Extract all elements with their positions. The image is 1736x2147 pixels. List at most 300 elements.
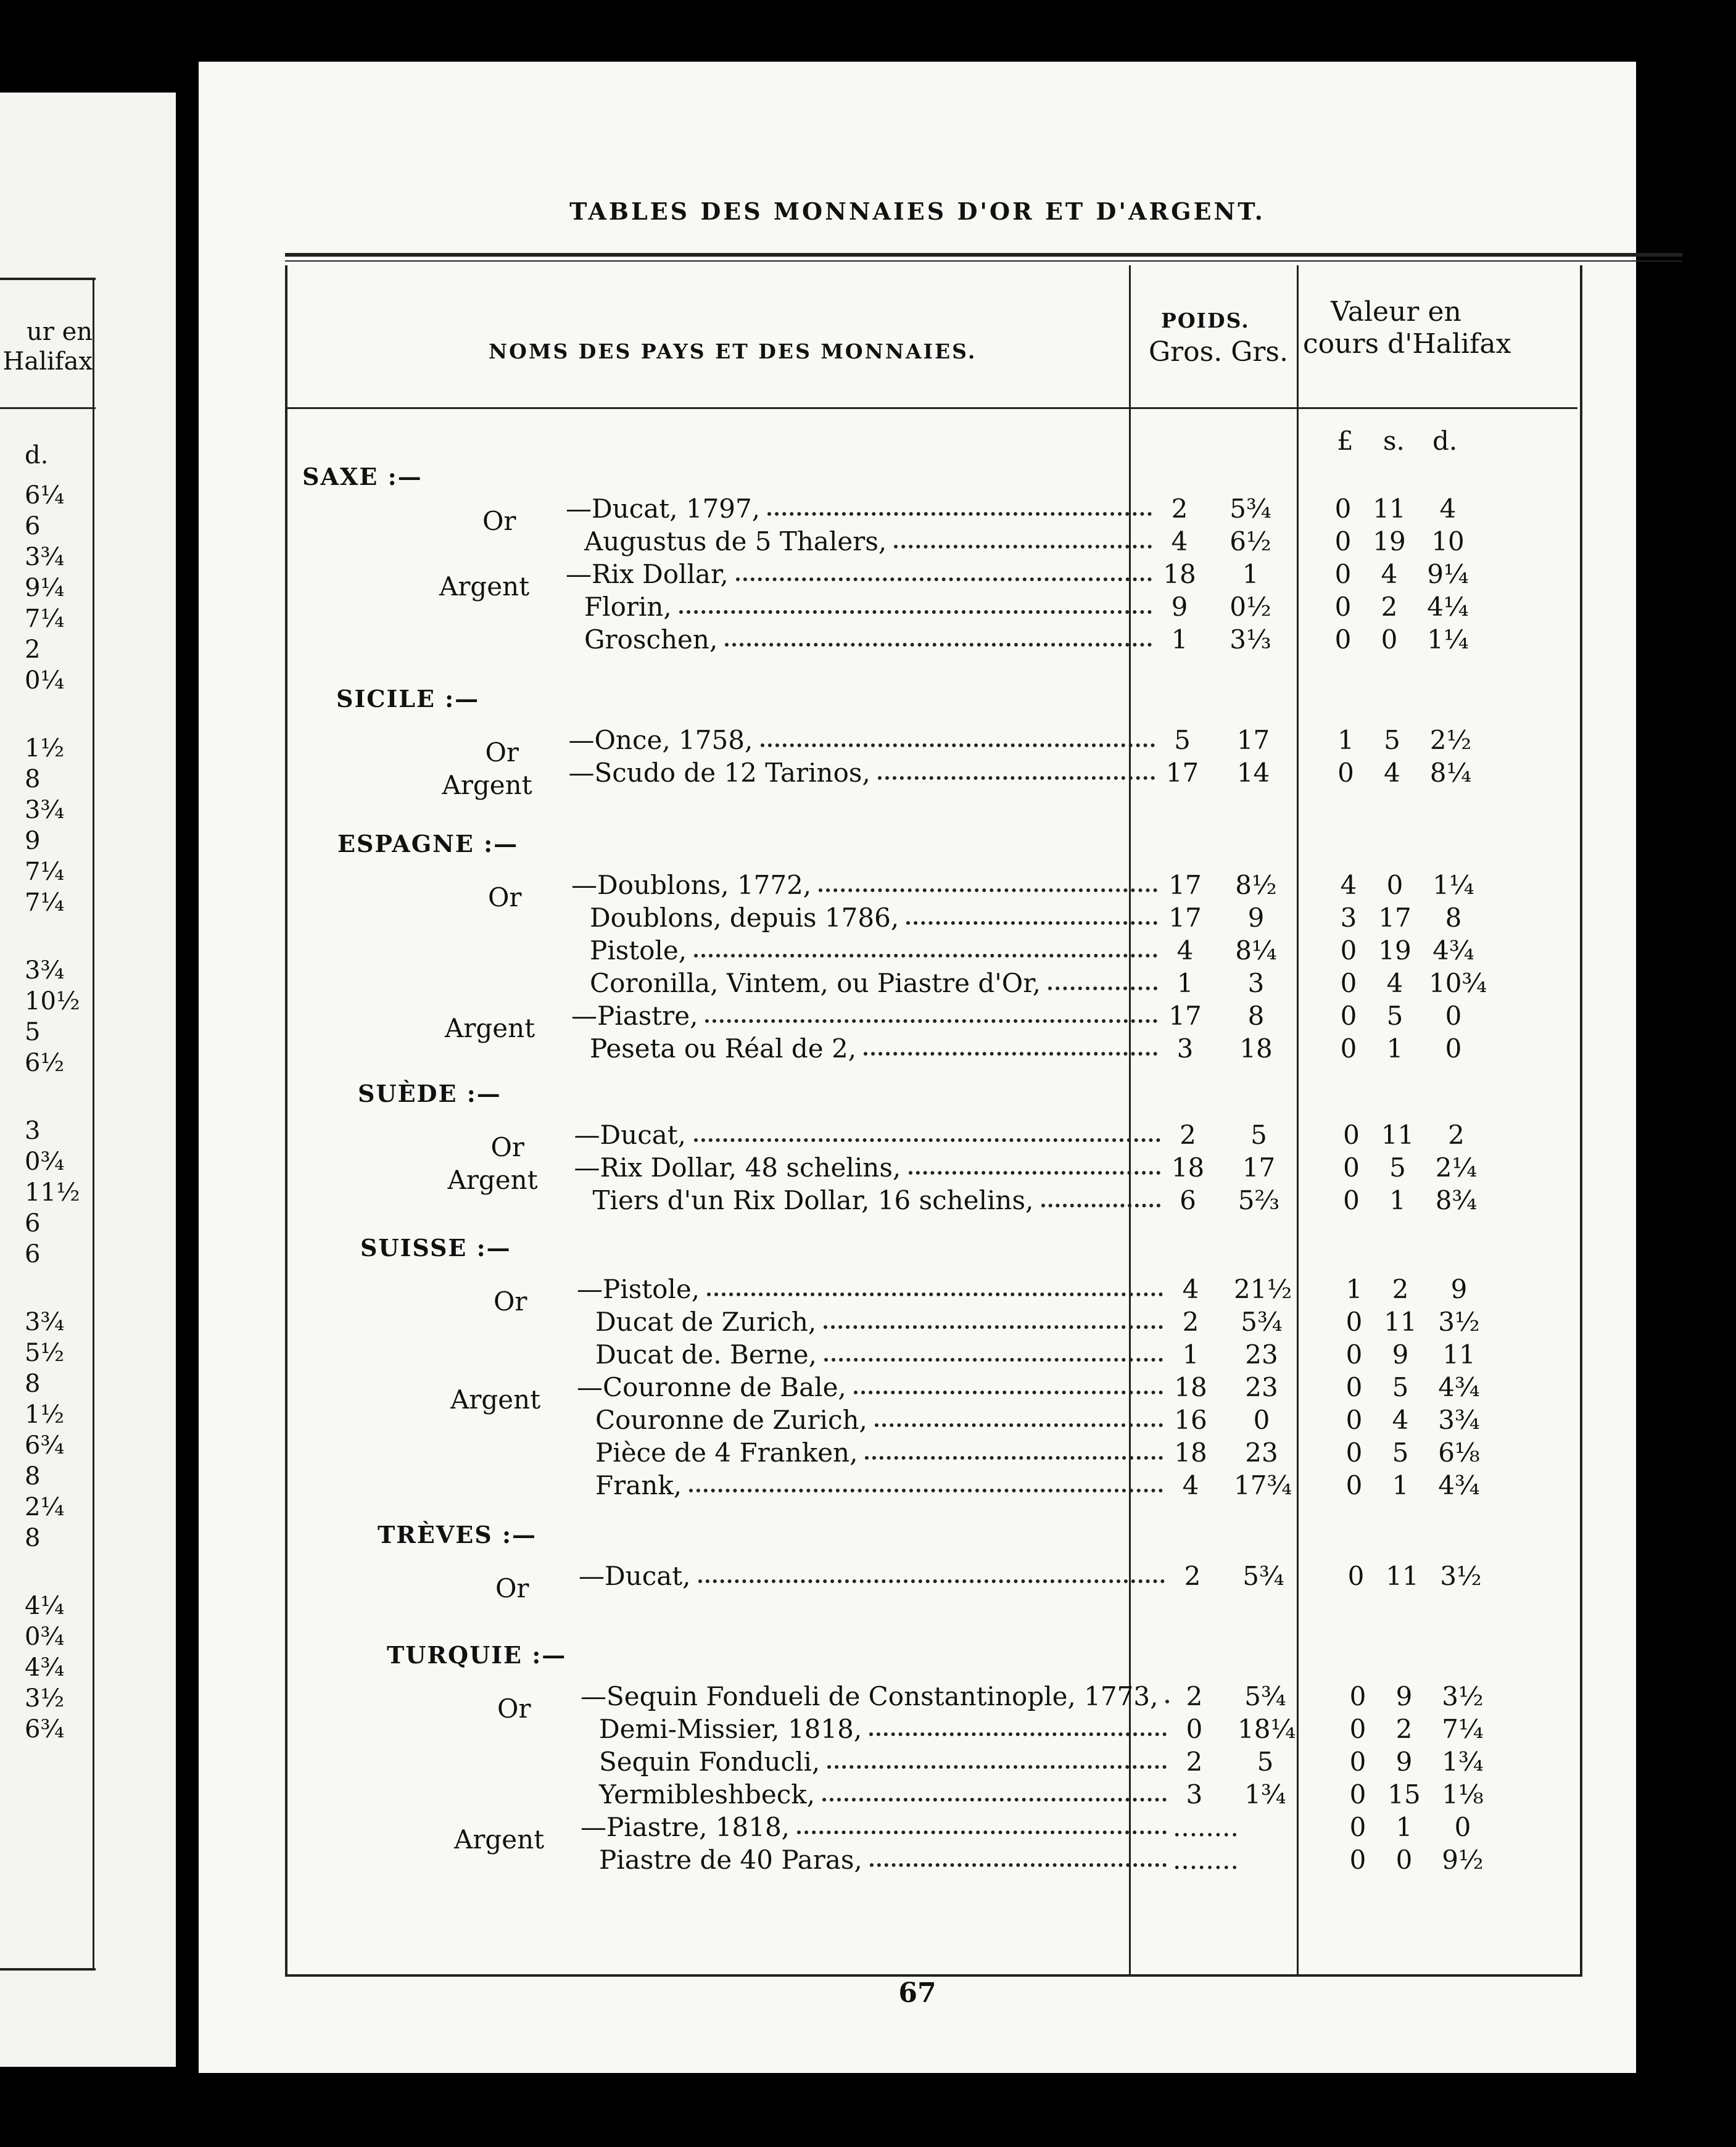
leader-dots bbox=[869, 1732, 1167, 1736]
value-pence: 0 bbox=[1445, 1001, 1462, 1031]
poids-gros: 6 bbox=[1180, 1185, 1196, 1215]
left-value: 8 bbox=[25, 765, 41, 793]
coin-row bbox=[199, 1307, 1636, 1338]
value-pence: 7¼ bbox=[1442, 1714, 1484, 1744]
value-shillings: 5 bbox=[1392, 1438, 1409, 1468]
value-shillings: 1 bbox=[1389, 1185, 1406, 1215]
left-value: 0¾ bbox=[25, 1148, 65, 1176]
value-pounds: 0 bbox=[1340, 968, 1357, 998]
leader-dots bbox=[725, 643, 1152, 647]
left-value: 3¾ bbox=[25, 1308, 65, 1336]
metal-kind: Or bbox=[490, 1132, 525, 1162]
poids-gros: 2 bbox=[1186, 1747, 1203, 1777]
poids-gros: 0 bbox=[1186, 1714, 1203, 1744]
left-value: 7¼ bbox=[25, 858, 65, 886]
left-value: 6¼ bbox=[25, 481, 65, 510]
leader-dots bbox=[1165, 1700, 1167, 1703]
unit-pence: d. bbox=[1432, 426, 1458, 456]
leader-dots bbox=[707, 1293, 1163, 1296]
value-pence: 4¼ bbox=[1427, 592, 1469, 622]
coin-name: —Ducat, bbox=[579, 1561, 691, 1591]
leader-dots bbox=[865, 1456, 1163, 1460]
coin-name: —Once, 1758, bbox=[568, 725, 753, 755]
value-pence: 0 bbox=[1454, 1812, 1471, 1842]
value-pence: 8 bbox=[1445, 903, 1462, 933]
coin-row bbox=[199, 526, 1636, 557]
coin-row bbox=[199, 1561, 1636, 1592]
left-value: 6 bbox=[25, 512, 41, 540]
value-shillings: 4 bbox=[1386, 968, 1403, 998]
poids-gros: 4 bbox=[1176, 935, 1194, 966]
header-valeur-2: cours d'Halifax bbox=[1303, 328, 1511, 360]
leader-dots bbox=[679, 610, 1152, 614]
metal-kind: Or bbox=[488, 882, 522, 912]
coin-row bbox=[199, 559, 1636, 590]
country-heading: TRÈVES :— bbox=[378, 1521, 537, 1549]
poids-grains: 21½ bbox=[1234, 1274, 1292, 1304]
left-page-fragment bbox=[0, 93, 176, 2067]
value-pounds: 0 bbox=[1340, 1033, 1357, 1064]
leader-dots bbox=[819, 888, 1157, 892]
poids-gros: 2 bbox=[1171, 494, 1188, 524]
coin-name: —Scudo de 12 Tarinos, bbox=[568, 758, 870, 788]
left-value: 9 bbox=[25, 827, 41, 855]
poids-gros: 18 bbox=[1174, 1372, 1207, 1402]
value-shillings: 1 bbox=[1386, 1033, 1403, 1064]
left-value: 2 bbox=[25, 635, 41, 664]
poids-grains: 5¾ bbox=[1242, 1561, 1284, 1591]
value-pounds: 0 bbox=[1345, 1339, 1363, 1370]
coin-row bbox=[199, 870, 1636, 901]
value-pence: 2½ bbox=[1429, 725, 1472, 755]
value-pence: 2¼ bbox=[1435, 1152, 1478, 1183]
value-pence: 4 bbox=[1439, 494, 1457, 524]
metal-kind: Argent bbox=[445, 1013, 535, 1043]
poids-grains: 18 bbox=[1239, 1033, 1273, 1064]
poids-gros: 17 bbox=[1168, 1001, 1202, 1031]
leader-dots bbox=[878, 776, 1155, 780]
country-heading: SUISSE :— bbox=[360, 1234, 511, 1262]
leader-dots bbox=[824, 1325, 1163, 1329]
value-pounds: 3 bbox=[1340, 903, 1357, 933]
value-pence: 9½ bbox=[1442, 1845, 1484, 1875]
coin-row bbox=[199, 1438, 1636, 1468]
value-shillings: 15 bbox=[1387, 1779, 1421, 1810]
poids-grains: 1¾ bbox=[1244, 1779, 1286, 1810]
value-shillings: 11 bbox=[1386, 1561, 1419, 1591]
coin-name: —Sequin Fondueli de Constantinople, 1773, bbox=[581, 1681, 1159, 1711]
page bbox=[199, 62, 1636, 2073]
left-value: 8 bbox=[25, 1462, 41, 1491]
poids-grains: 3⅓ bbox=[1230, 624, 1271, 655]
poids-grains: 8½ bbox=[1235, 870, 1277, 900]
left-value: 1½ bbox=[25, 734, 65, 763]
metal-kind: Argent bbox=[439, 571, 530, 602]
page-number: 67 bbox=[898, 1977, 936, 2009]
poids-gros: 18 bbox=[1163, 559, 1196, 589]
value-shillings: 11 bbox=[1373, 494, 1406, 524]
leader-dots bbox=[824, 1358, 1163, 1362]
coin-name: Coronilla, Vintem, ou Piastre d'Or, bbox=[590, 968, 1041, 998]
value-pounds: 0 bbox=[1340, 935, 1357, 966]
left-value: 10½ bbox=[25, 987, 80, 1016]
coin-row bbox=[199, 935, 1636, 966]
left-value: 0¼ bbox=[25, 666, 65, 695]
metal-kind: Or bbox=[494, 1286, 527, 1317]
metal-kind: Argent bbox=[450, 1384, 541, 1415]
left-value: 6¾ bbox=[25, 1431, 65, 1460]
value-pounds: 4 bbox=[1340, 870, 1357, 900]
value-pence: 9 bbox=[1450, 1274, 1468, 1304]
value-pence: 1¼ bbox=[1427, 624, 1469, 655]
leader-dots bbox=[761, 743, 1155, 747]
country-heading: SICILE :— bbox=[336, 685, 480, 713]
poids-grains: 0½ bbox=[1230, 592, 1271, 622]
coin-name: Couronne de Zurich, bbox=[595, 1405, 867, 1435]
value-shillings: 4 bbox=[1381, 559, 1398, 589]
value-pounds: 0 bbox=[1347, 1561, 1365, 1591]
unit-shillings: s. bbox=[1383, 426, 1405, 456]
header-names: NOMS DES PAYS ET DES MONNAIES. bbox=[489, 339, 977, 363]
poids-grains: 14 bbox=[1236, 758, 1270, 788]
coin-row bbox=[199, 494, 1636, 524]
poids-grains: 0 bbox=[1253, 1405, 1270, 1435]
metal-kind: Or bbox=[485, 737, 519, 767]
poids-grains: 9 bbox=[1247, 903, 1265, 933]
poids-gros: 2 bbox=[1184, 1561, 1201, 1591]
value-pounds: 0 bbox=[1349, 1845, 1366, 1875]
metal-kind: Argent bbox=[442, 770, 532, 800]
coin-name: —Couronne de Bale, bbox=[577, 1372, 846, 1402]
coin-row bbox=[199, 1339, 1636, 1370]
value-shillings: 11 bbox=[1381, 1120, 1415, 1150]
value-pounds: 0 bbox=[1349, 1714, 1366, 1744]
coin-row bbox=[199, 1185, 1636, 1216]
poids-grains: 17¾ bbox=[1234, 1470, 1292, 1500]
left-rule-top bbox=[0, 278, 96, 280]
value-pounds: 0 bbox=[1345, 1307, 1363, 1337]
coin-row bbox=[199, 968, 1636, 999]
poids-grains: 18¼ bbox=[1238, 1714, 1296, 1744]
poids-gros: ........ bbox=[1173, 1845, 1239, 1875]
coin-name: —Doublons, 1772, bbox=[571, 870, 812, 900]
value-pence: 3½ bbox=[1440, 1561, 1482, 1591]
left-value: 4¾ bbox=[25, 1653, 65, 1682]
left-rule-bottom bbox=[0, 1968, 96, 1971]
left-value: 6½ bbox=[25, 1049, 65, 1077]
left-value: 5½ bbox=[25, 1339, 65, 1367]
poids-gros: 3 bbox=[1186, 1779, 1203, 1810]
left-header-1: ur en bbox=[26, 318, 93, 346]
leader-dots bbox=[822, 1798, 1167, 1802]
country-heading: TURQUIE :— bbox=[387, 1641, 567, 1669]
left-value: 3½ bbox=[25, 1684, 65, 1713]
poids-gros: 17 bbox=[1168, 903, 1202, 933]
unit-pound: £ bbox=[1337, 426, 1354, 456]
value-pence: 0 bbox=[1445, 1033, 1462, 1064]
poids-gros: 3 bbox=[1176, 1033, 1194, 1064]
value-shillings: 2 bbox=[1395, 1714, 1413, 1744]
metal-kind: Or bbox=[497, 1694, 531, 1724]
coin-row bbox=[199, 1274, 1636, 1305]
value-shillings: 17 bbox=[1378, 903, 1412, 933]
leader-dots bbox=[870, 1863, 1167, 1867]
leader-dots bbox=[909, 1171, 1160, 1175]
value-shillings: 0 bbox=[1381, 624, 1398, 655]
left-value: 3¾ bbox=[25, 796, 65, 824]
country-heading: ESPAGNE :— bbox=[337, 830, 519, 858]
leader-dots bbox=[1048, 987, 1157, 990]
coin-row bbox=[199, 1714, 1636, 1745]
poids-gros: 18 bbox=[1171, 1152, 1205, 1183]
value-pence: 1¾ bbox=[1442, 1747, 1484, 1777]
left-value: 7¼ bbox=[25, 888, 65, 917]
coin-row bbox=[199, 1812, 1636, 1843]
value-pounds: 0 bbox=[1340, 1001, 1357, 1031]
left-value: 9¼ bbox=[25, 574, 65, 602]
metal-kind: Or bbox=[495, 1573, 529, 1603]
coin-name: Demi-Missier, 1818, bbox=[599, 1714, 862, 1744]
coin-name: Florin, bbox=[584, 592, 672, 622]
coin-name: —Rix Dollar, 48 schelins, bbox=[574, 1152, 901, 1183]
coin-name: Yermibleshbeck, bbox=[599, 1779, 816, 1810]
left-value: 5 bbox=[25, 1018, 41, 1046]
value-pounds: 0 bbox=[1334, 494, 1352, 524]
poids-gros: 17 bbox=[1168, 870, 1202, 900]
value-pence: 1⅛ bbox=[1442, 1779, 1484, 1810]
value-shillings: 4 bbox=[1392, 1405, 1409, 1435]
poids-gros: 16 bbox=[1174, 1405, 1207, 1435]
poids-gros: 2 bbox=[1186, 1681, 1203, 1711]
left-value: 6 bbox=[25, 1209, 41, 1238]
poids-gros: ........ bbox=[1173, 1812, 1239, 1842]
value-shillings: 9 bbox=[1392, 1339, 1409, 1370]
value-shillings: 4 bbox=[1384, 758, 1400, 788]
value-pence: 3¾ bbox=[1438, 1405, 1480, 1435]
value-pounds: 0 bbox=[1345, 1470, 1363, 1500]
left-value: 0¾ bbox=[25, 1623, 65, 1651]
leader-dots bbox=[864, 1052, 1157, 1056]
value-shillings: 11 bbox=[1384, 1307, 1417, 1337]
value-pence: 10 bbox=[1431, 526, 1465, 556]
poids-gros: 1 bbox=[1171, 624, 1188, 655]
coin-name: Ducat de. Berne, bbox=[595, 1339, 817, 1370]
coin-name: Ducat de Zurich, bbox=[595, 1307, 817, 1337]
poids-grains: 23 bbox=[1245, 1372, 1278, 1402]
leader-dots bbox=[827, 1765, 1167, 1769]
value-pounds: 0 bbox=[1343, 1120, 1360, 1150]
country-heading: SAXE :— bbox=[302, 463, 423, 490]
coin-name: Doublons, depuis 1786, bbox=[590, 903, 899, 933]
value-pounds: 0 bbox=[1345, 1405, 1363, 1435]
value-pounds: 0 bbox=[1345, 1372, 1363, 1402]
value-shillings: 0 bbox=[1386, 870, 1403, 900]
coin-name: Frank, bbox=[595, 1470, 682, 1500]
poids-gros: 9 bbox=[1171, 592, 1188, 622]
poids-grains: 8 bbox=[1247, 1001, 1265, 1031]
coin-name: —Piastre, bbox=[571, 1001, 698, 1031]
value-shillings: 5 bbox=[1386, 1001, 1403, 1031]
leader-dots bbox=[875, 1423, 1163, 1427]
value-pence: 3½ bbox=[1438, 1307, 1480, 1337]
poids-grains: 6½ bbox=[1230, 526, 1271, 556]
coin-row bbox=[199, 1779, 1636, 1810]
leader-dots bbox=[698, 1579, 1165, 1583]
coin-name: —Pistole, bbox=[577, 1274, 700, 1304]
coin-name: Augustus de 5 Thalers, bbox=[584, 526, 887, 556]
left-value: 3¾ bbox=[25, 956, 65, 985]
left-value: 8 bbox=[25, 1370, 41, 1398]
coin-name: Tiers d'un Rix Dollar, 16 schelins, bbox=[592, 1185, 1034, 1215]
poids-grains: 17 bbox=[1236, 725, 1270, 755]
leader-dots bbox=[1041, 1204, 1160, 1207]
leader-dots bbox=[689, 1489, 1163, 1492]
leader-dots bbox=[797, 1831, 1167, 1834]
value-shillings: 2 bbox=[1392, 1274, 1409, 1304]
leader-dots bbox=[906, 921, 1157, 925]
left-value: 7¼ bbox=[25, 605, 65, 633]
value-pounds: 0 bbox=[1343, 1152, 1360, 1183]
value-pounds: 0 bbox=[1337, 758, 1354, 788]
coin-row bbox=[199, 1405, 1636, 1436]
coin-name: —Piastre, 1818, bbox=[581, 1812, 790, 1842]
value-pence: 4¾ bbox=[1432, 935, 1474, 966]
coin-name: —Ducat, bbox=[574, 1120, 687, 1150]
poids-grains: 5 bbox=[1257, 1747, 1274, 1777]
poids-grains: 5 bbox=[1250, 1120, 1267, 1150]
value-pence: 10¾ bbox=[1429, 968, 1487, 998]
value-pounds: 1 bbox=[1337, 725, 1354, 755]
metal-kind: Or bbox=[482, 506, 516, 536]
coin-name: Pistole, bbox=[590, 935, 687, 966]
coin-row bbox=[199, 1152, 1636, 1183]
metal-kind: Argent bbox=[454, 1824, 545, 1855]
left-value: 11½ bbox=[25, 1178, 80, 1207]
left-unit-d: d. bbox=[25, 441, 49, 470]
leader-dots bbox=[694, 1138, 1160, 1142]
value-shillings: 1 bbox=[1395, 1812, 1413, 1842]
poids-gros: 18 bbox=[1174, 1438, 1207, 1468]
coin-row bbox=[199, 1033, 1636, 1064]
leader-dots bbox=[705, 1019, 1157, 1023]
value-pounds: 0 bbox=[1349, 1812, 1366, 1842]
leader-dots bbox=[894, 545, 1152, 548]
value-pounds: 0 bbox=[1343, 1185, 1360, 1215]
value-shillings: 1 bbox=[1392, 1470, 1409, 1500]
header-gros-grs: Gros. Grs. bbox=[1149, 336, 1288, 368]
coin-row bbox=[199, 624, 1636, 655]
value-shillings: 5 bbox=[1389, 1152, 1406, 1183]
left-value: 1½ bbox=[25, 1400, 65, 1429]
country-heading: SUÈDE :— bbox=[358, 1080, 502, 1107]
header-poids: POIDS. bbox=[1161, 308, 1250, 333]
value-pence: 4¾ bbox=[1438, 1470, 1480, 1500]
coin-row bbox=[199, 1372, 1636, 1403]
coin-name: —Rix Dollar, bbox=[566, 559, 729, 589]
coin-row bbox=[199, 903, 1636, 933]
coin-row bbox=[199, 758, 1636, 788]
header-valeur-1: Valeur en bbox=[1331, 296, 1461, 328]
value-pounds: 0 bbox=[1349, 1747, 1366, 1777]
coin-row bbox=[199, 1470, 1636, 1501]
poids-grains: 5¾ bbox=[1244, 1681, 1286, 1711]
coin-row bbox=[199, 592, 1636, 623]
value-shillings: 5 bbox=[1384, 725, 1400, 755]
value-pence: 11 bbox=[1442, 1339, 1476, 1370]
value-shillings: 5 bbox=[1392, 1372, 1409, 1402]
coin-name: Groschen, bbox=[584, 624, 718, 655]
value-pounds: 0 bbox=[1334, 592, 1352, 622]
coin-row bbox=[199, 725, 1636, 756]
coin-row bbox=[199, 1681, 1636, 1712]
poids-grains: 5¾ bbox=[1241, 1307, 1283, 1337]
poids-gros: 5 bbox=[1174, 725, 1191, 755]
poids-grains: 23 bbox=[1245, 1438, 1278, 1468]
left-frame-edge bbox=[93, 278, 94, 1968]
coin-name: Peseta ou Réal de 2, bbox=[590, 1033, 857, 1064]
left-header-2: Halifax bbox=[2, 347, 93, 376]
poids-grains: 3 bbox=[1247, 968, 1265, 998]
header-rule bbox=[285, 407, 1577, 409]
coin-name: —Ducat, 1797, bbox=[566, 494, 761, 524]
poids-gros: 1 bbox=[1176, 968, 1194, 998]
poids-gros: 4 bbox=[1171, 526, 1188, 556]
value-pounds: 0 bbox=[1334, 559, 1352, 589]
left-value: 6¾ bbox=[25, 1715, 65, 1744]
value-pence: 6⅛ bbox=[1438, 1438, 1480, 1468]
value-pounds: 0 bbox=[1345, 1438, 1363, 1468]
leader-dots bbox=[854, 1391, 1163, 1394]
value-pounds: 0 bbox=[1334, 526, 1352, 556]
poids-grains: 23 bbox=[1245, 1339, 1278, 1370]
value-pounds: 0 bbox=[1349, 1779, 1366, 1810]
value-shillings: 9 bbox=[1395, 1681, 1413, 1711]
left-value: 4¼ bbox=[25, 1592, 65, 1620]
poids-grains: 17 bbox=[1242, 1152, 1276, 1183]
left-value: 3¾ bbox=[25, 543, 65, 571]
coin-row bbox=[199, 1001, 1636, 1032]
value-pence: 3½ bbox=[1442, 1681, 1484, 1711]
poids-gros: 2 bbox=[1180, 1120, 1196, 1150]
poids-grains: 5⅔ bbox=[1238, 1185, 1280, 1215]
left-value: 6 bbox=[25, 1240, 41, 1268]
poids-grains: 1 bbox=[1242, 559, 1259, 589]
value-pounds: 0 bbox=[1334, 624, 1352, 655]
page-title: TABLES DES MONNAIES D'OR ET D'ARGENT. bbox=[569, 197, 1265, 225]
coin-name: Pièce de 4 Franken, bbox=[595, 1438, 858, 1468]
value-shillings: 2 bbox=[1381, 592, 1398, 622]
value-pence: 1¼ bbox=[1432, 870, 1474, 900]
coin-name: Sequin Fonducli, bbox=[599, 1747, 820, 1777]
poids-gros: 17 bbox=[1165, 758, 1199, 788]
leader-dots bbox=[694, 954, 1157, 958]
value-pence: 8¾ bbox=[1435, 1185, 1478, 1215]
value-shillings: 0 bbox=[1395, 1845, 1413, 1875]
value-pence: 2 bbox=[1448, 1120, 1465, 1150]
coin-row bbox=[199, 1845, 1636, 1876]
leader-dots bbox=[767, 512, 1152, 516]
value-pounds: 0 bbox=[1349, 1681, 1366, 1711]
poids-grains: 5¾ bbox=[1230, 494, 1271, 524]
leader-dots bbox=[736, 577, 1152, 581]
coin-row bbox=[199, 1747, 1636, 1777]
value-pence: 4¾ bbox=[1438, 1372, 1480, 1402]
top-rule-thin bbox=[285, 260, 1682, 262]
coin-row bbox=[199, 1120, 1636, 1151]
poids-gros: 2 bbox=[1182, 1307, 1199, 1337]
left-rule-header bbox=[0, 407, 96, 409]
poids-grains: 8¼ bbox=[1235, 935, 1277, 966]
